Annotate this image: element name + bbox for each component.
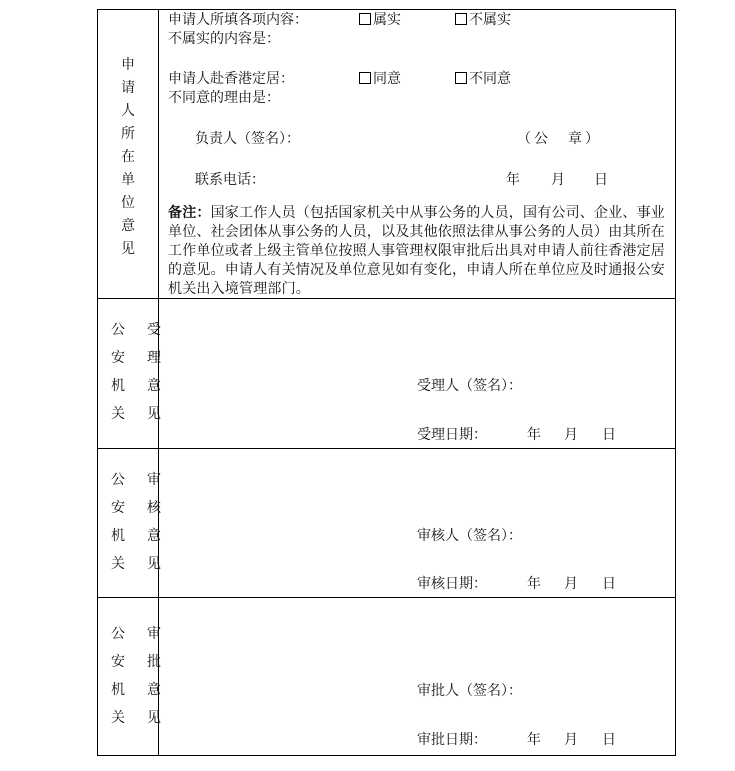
table-border-right xyxy=(675,9,676,756)
row-divider-2 xyxy=(97,448,676,449)
table-border-top xyxy=(97,9,676,10)
date-year: 年 xyxy=(527,427,541,443)
checkbox-icon[interactable] xyxy=(455,13,467,25)
disagree-reason-label: 不同意的理由是： xyxy=(168,90,280,106)
option-disagree[interactable]: 不同意 xyxy=(455,70,511,88)
responsible-signature-label: 负责人（签名）： xyxy=(195,131,300,147)
contact-phone-label: 联系电话： xyxy=(195,172,265,188)
section4-vertical-label: 公 审 安 批 机 意 关 见 xyxy=(111,626,161,726)
acceptance-date-label: 受理日期： xyxy=(417,427,487,443)
approval-date-label: 审批日期： xyxy=(417,732,487,748)
settle-label: 申请人赴香港定居： xyxy=(168,71,294,87)
date-month: 月 xyxy=(564,576,578,592)
date-day: 日 xyxy=(602,732,616,748)
remark-text: 国家工作人员（包括国家机关中从事公务的人员，国有公司、企业、事业单位、社会团体从事公务的人员，以及其他依照法律从事公务的人员）由其所在工作单位或者上级主管单位按照人事管理权限审批后出具对申请人前往香港定居的意见。申请人有关情况及单位意见如有变化，申请人所在单位应及时通报公安机关出入境管理部门。 xyxy=(168,205,666,297)
date-month: 月 xyxy=(564,427,578,443)
section3-vertical-label: 公 审 安 核 机 意 关 见 xyxy=(111,472,161,572)
approver-signature-label: 审批人（签名）： xyxy=(417,683,522,699)
date-day: 日 xyxy=(602,427,616,443)
label-char: 所 xyxy=(121,126,135,142)
review-date-label: 审核日期： xyxy=(417,576,487,592)
label-char: 位 xyxy=(121,195,135,211)
date-year: 年 xyxy=(527,732,541,748)
option-false[interactable]: 不属实 xyxy=(455,11,511,29)
date-day: 日 xyxy=(594,172,608,188)
checkbox-icon[interactable] xyxy=(455,72,467,84)
label-char: 申 xyxy=(121,57,135,73)
option-true[interactable]: 属实 xyxy=(359,11,401,29)
label-char: 见 xyxy=(121,241,135,257)
option-agree[interactable]: 同意 xyxy=(359,70,401,88)
checkbox-icon[interactable] xyxy=(359,72,371,84)
official-seal-label: （公 章） xyxy=(517,131,602,147)
row-divider-3 xyxy=(97,597,676,598)
section2-vertical-label: 公 受 安 理 机 意 关 见 xyxy=(111,322,161,422)
section1-vertical-label xyxy=(116,54,140,261)
remark-note xyxy=(168,204,673,299)
label-char: 单 xyxy=(121,172,135,188)
table-border-bottom xyxy=(97,755,676,756)
label-char: 人 xyxy=(121,103,135,119)
label-char: 意 xyxy=(121,218,135,234)
reviewer-signature-label: 审核人（签名）： xyxy=(417,528,522,544)
date-year: 年 xyxy=(506,172,520,188)
checkbox-icon[interactable] xyxy=(359,13,371,25)
label-char: 在 xyxy=(121,149,135,165)
date-month: 月 xyxy=(564,732,578,748)
date-year: 年 xyxy=(527,576,541,592)
false-content-label: 不属实的内容是： xyxy=(168,31,280,47)
remark-title: 备注： xyxy=(168,205,211,221)
acceptor-signature-label: 受理人（签名）： xyxy=(417,378,522,394)
table-border-left xyxy=(97,9,98,756)
filled-content-label: 申请人所填各项内容： xyxy=(168,12,308,28)
date-month: 月 xyxy=(551,172,565,188)
label-char: 请 xyxy=(121,80,135,96)
date-day: 日 xyxy=(602,576,616,592)
